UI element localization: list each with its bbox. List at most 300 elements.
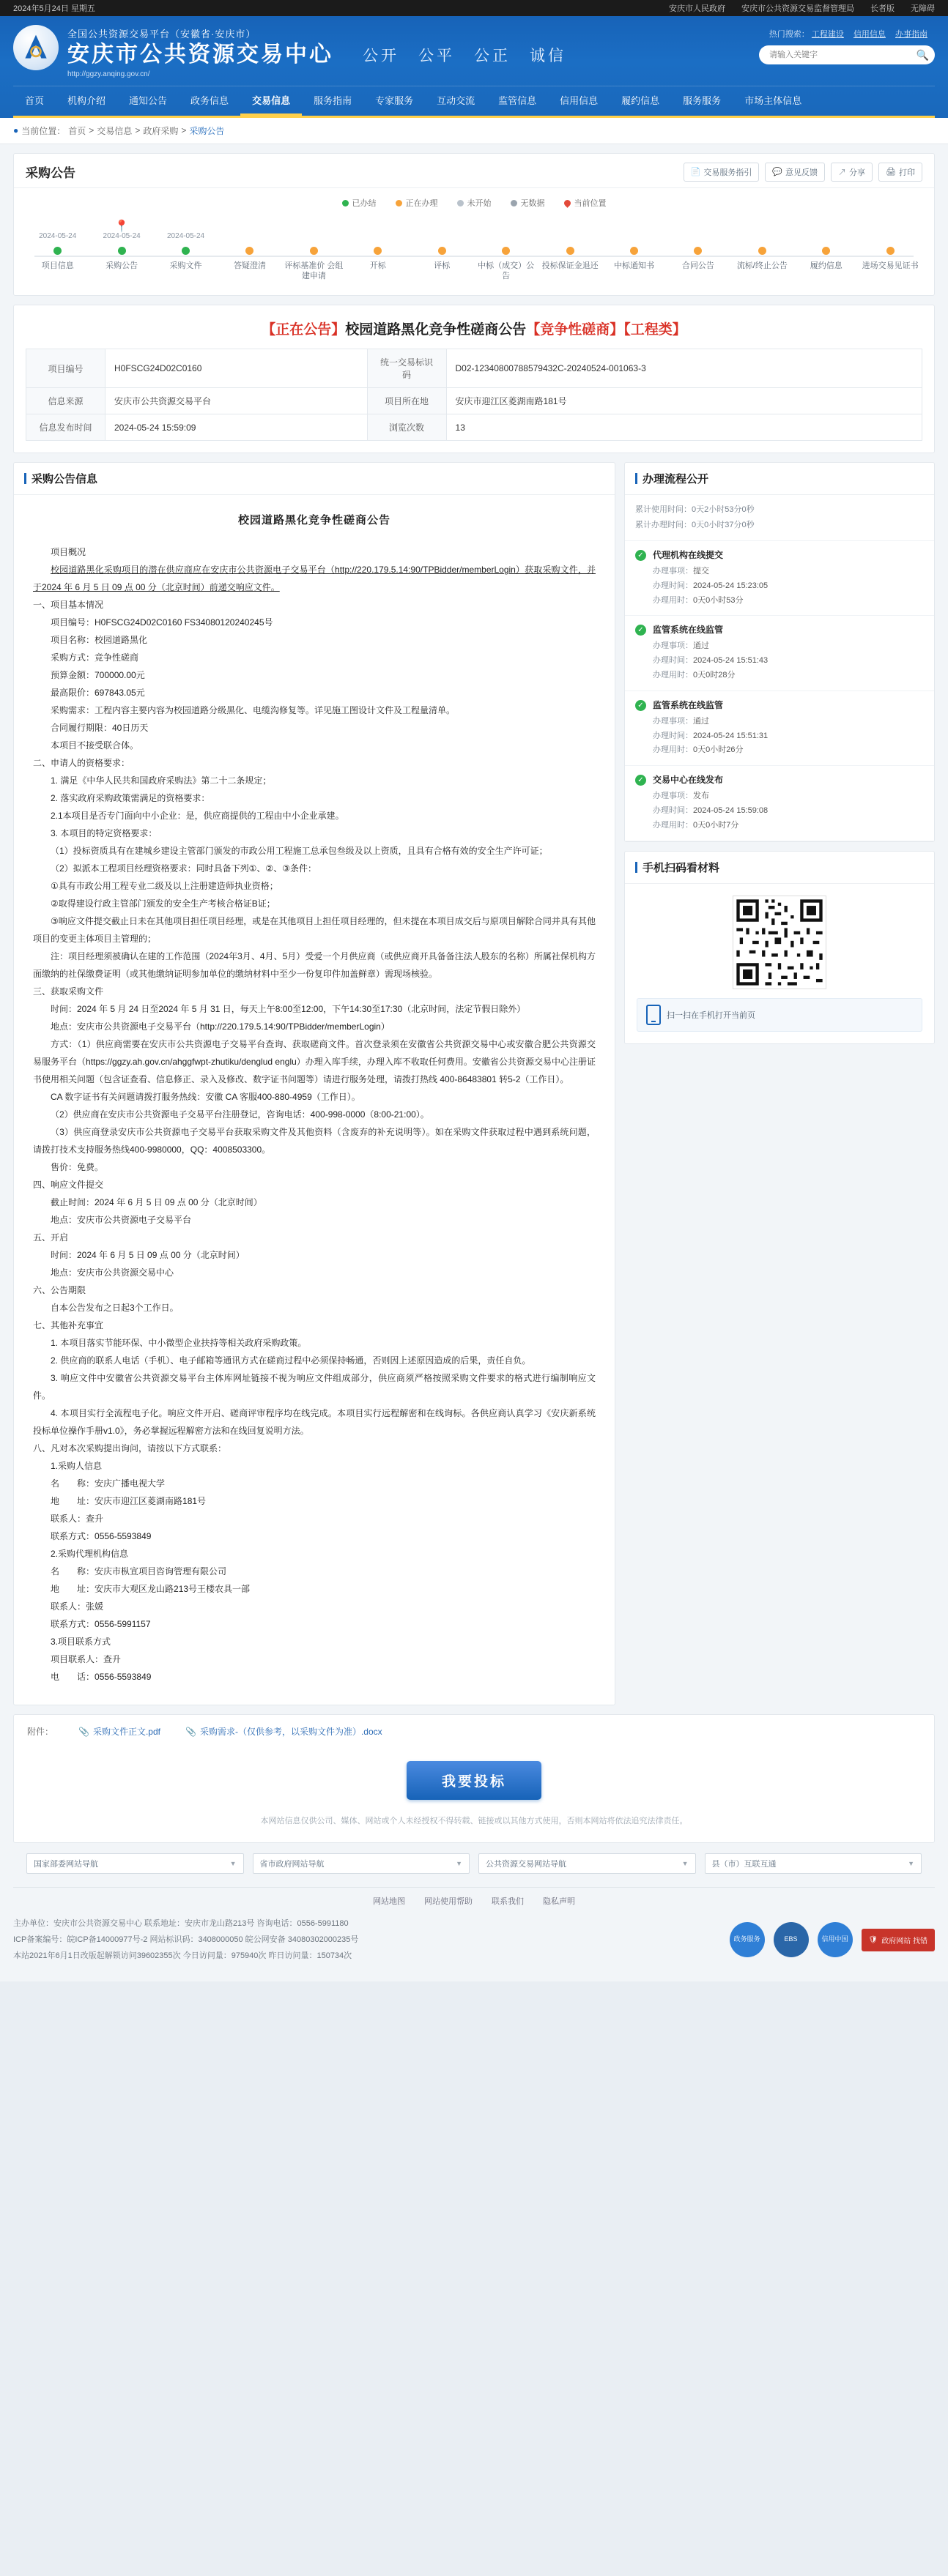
timeline-date-7	[474, 232, 538, 242]
section1-title: 一、项目基本情况	[33, 600, 104, 611]
contact-1-val-1: 安庆市大观区龙山路213号王楼农具一部	[95, 1584, 251, 1595]
guide-label: 交易服务指引	[703, 168, 752, 177]
timeline-date-2: 2024-05-24	[166, 231, 205, 240]
contact-1-key-3: 联系方式：	[51, 1619, 95, 1630]
qr-panel-header	[625, 852, 934, 884]
process-public-panel	[624, 462, 935, 841]
section3-line-2: 方式：（1）供应商需要在安庆市公共资源电子交易平台查询、获取磋商文件。首次登录须在安徽省公共资源交易中心或安徽合肥公共资源交易服务平台（https://ggzy.ah.gov.cn/ahggfwpt-zhutiku/denglud englu）办理入库手续，办理入库不收取任何费用。安徽省公共资源交易中心注册证书使用相关问题（包含证查看、信息修正、录入及修改、数字证书问题等）请进行服务处理，请拨打热线 400-86483801 转5-2（工作日）。	[33, 1039, 596, 1085]
select-county[interactable]	[705, 1853, 922, 1874]
flow-step-0	[625, 541, 934, 616]
police-badge-label: 政府网站 找错	[881, 1937, 927, 1946]
nav-item-6[interactable]: 专家服务	[375, 94, 414, 106]
current-date: 2024年5月24日 星期五	[13, 4, 95, 13]
timeline-step-7[interactable]	[474, 232, 538, 283]
cumulative-use	[635, 502, 924, 518]
contact-0-key-0: 名 称：	[51, 1478, 95, 1489]
qr-panel	[624, 851, 935, 1044]
flow-0-v1: 提交	[693, 567, 709, 576]
timeline-label-1: 采购公告	[105, 261, 138, 270]
hot-link-2[interactable]: 办事指南	[895, 30, 927, 39]
cumulative-handle-label: 累计办理时间：	[635, 521, 692, 530]
guide-button[interactable]	[684, 163, 760, 182]
timeline-label-2: 采购文件	[169, 261, 202, 270]
flow-step-2-details	[653, 715, 924, 758]
contact-1-key-2: 联系人：	[51, 1601, 86, 1612]
attachment-name-0: 采购文件正文.pdf	[92, 1727, 160, 1738]
select-national[interactable]	[26, 1853, 244, 1874]
nav-item-1[interactable]: 机构介绍	[67, 94, 106, 106]
section7-title: 七、其他补充事宜	[33, 1320, 104, 1331]
footer-link-3[interactable]: 隐私声明	[543, 1897, 575, 1907]
section2-line-0: 1. 满足《中华人民共和国政府采购法》第二十二条规定；	[51, 775, 272, 786]
site-header	[0, 16, 948, 118]
section2-line-6: ①具有市政公用工程专业二级及以上注册建造师执业资格；	[51, 881, 278, 892]
search-box[interactable]	[759, 45, 935, 64]
cumulative-times	[625, 495, 934, 541]
timeline-items	[26, 220, 922, 283]
print-button[interactable]	[878, 163, 922, 182]
section6-line-0: 自本公告发布之日起3个工作日。	[51, 1303, 179, 1314]
breadcrumb-sep-2: >	[181, 125, 187, 136]
slogan-0: 公开	[363, 48, 399, 64]
breadcrumb-item-2[interactable]: 政府采购	[143, 125, 179, 136]
purchase-info-title: 采购公告信息	[32, 473, 98, 486]
flow-3-k3: 办理用时：	[653, 820, 693, 830]
flow-2-v1: 通过	[693, 716, 709, 726]
contact-group-2-head: 3.项目联系方式	[51, 1637, 111, 1648]
process-public-title: 办理流程公开	[643, 473, 709, 486]
site-name: 安庆市公共资源交易中心	[67, 42, 333, 67]
search-input[interactable]	[768, 50, 916, 60]
flow-0-v3: 0天0小时53分	[693, 595, 744, 605]
overview-label: 项目概况	[51, 547, 86, 558]
timeline-dot-13	[886, 247, 895, 255]
flow-2-k2: 办理时间：	[653, 731, 693, 740]
hot-link-0[interactable]: 工程建设	[811, 30, 844, 39]
section3-line-4: （2）供应商在安庆市公共资源电子交易平台注册登记，咨询电话：400-998-0000（8:00-21:00）。	[51, 1109, 429, 1120]
section5-title: 五、开启	[33, 1232, 69, 1243]
breadcrumb-item-1[interactable]: 交易信息	[97, 125, 133, 136]
nav-item-5[interactable]: 服务指南	[314, 94, 352, 106]
nav-item-9[interactable]: 信用信息	[560, 94, 599, 106]
field-key-1: 信息来源	[26, 388, 105, 414]
share-button[interactable]	[831, 163, 873, 182]
contact-1-val-2: 张媛	[86, 1601, 104, 1612]
qr-note-text: 扫一扫在手机打开当前页	[667, 1010, 755, 1020]
nav-item-4[interactable]: 交易信息	[240, 86, 302, 116]
top-link-3[interactable]: 无障碍	[911, 4, 935, 13]
section2-line-3: 3. 本项目的特定资格要求：	[51, 828, 158, 839]
attachment-link-1[interactable]	[185, 1725, 382, 1738]
legend-done-label: 已办结	[352, 198, 377, 208]
flow-step-2	[625, 691, 934, 766]
section8-title: 八、凡对本次采购提出询问，请按以下方式联系：	[33, 1443, 227, 1454]
flow-step-1-details	[653, 639, 924, 682]
main-nav	[13, 86, 935, 116]
project-info-table	[26, 349, 922, 441]
contact-0-row-1	[33, 1492, 596, 1510]
section3-line-6: 售价：免费。	[51, 1162, 104, 1173]
contact-2-key-1: 电 话：	[51, 1672, 95, 1683]
flow-0-k3: 办理用时：	[653, 595, 693, 605]
breadcrumb-prefix: 当前位置：	[21, 125, 66, 136]
contact-1-key-0: 名 称：	[51, 1566, 95, 1577]
cumulative-use-value: 0天2小时53分0秒	[692, 505, 755, 515]
nav-item-11[interactable]: 服务服务	[683, 94, 722, 106]
timeline-dot-8	[566, 247, 574, 255]
credit-badge[interactable]: 信用中国	[818, 1922, 853, 1957]
legend-current-label: 当前位置	[574, 198, 607, 208]
top-link-2[interactable]: 长者版	[870, 4, 895, 13]
flow-3-k2: 办理时间：	[653, 806, 693, 816]
timeline-dot-10	[694, 247, 702, 255]
timeline-date-8	[538, 232, 601, 242]
flow-2-v3: 0天0小时26分	[693, 745, 744, 755]
section3-line-0: 时间：2024 年 5 月 24 日至2024 年 5 月 31 日，每天上午8:00至12:00，下午14:30至17:30（北京时间，法定节假日除外）	[51, 1004, 526, 1015]
purchase-info-panel	[13, 462, 615, 1705]
site-url: http://ggzy.anqing.gov.cn/	[67, 70, 150, 78]
accent-bar	[635, 473, 637, 484]
nav-item-7[interactable]: 互动交流	[437, 94, 475, 106]
field-value-0b: D02-12340800788579432C-20240524-001063-3	[446, 349, 922, 388]
ebs-badge[interactable]: EBS	[774, 1922, 809, 1957]
timeline-dot-4	[310, 247, 318, 255]
timeline-label-3: 答疑澄清	[233, 261, 266, 270]
flow-2-v2: 2024-05-24 15:51:31	[693, 731, 769, 740]
timeline-dot-0	[53, 247, 62, 255]
footer-badges	[730, 1922, 935, 1957]
footer-links	[13, 1887, 935, 1916]
header-search-area	[759, 25, 935, 64]
breadcrumb-sep-1: >	[135, 125, 141, 136]
timeline-label-7: 中标（成交）公告	[478, 261, 535, 281]
timeline-dot-6	[438, 247, 446, 255]
contact-1-row-0	[33, 1563, 596, 1580]
flow-step-1	[625, 616, 934, 690]
document-title: 校园道路黑化竞争性磋商公告	[237, 514, 390, 527]
breadcrumb-item-3[interactable]: 采购公告	[189, 125, 225, 136]
breadcrumb	[0, 118, 948, 144]
section1-line-3: 预算金额：700000.00元	[51, 670, 145, 681]
contact-2-row-1	[33, 1668, 596, 1686]
timeline-label-5: 开标	[369, 261, 386, 270]
legend-todo	[457, 197, 492, 209]
process-card	[13, 153, 935, 297]
announcement-tags: 【竞争性磋商】【工程类】	[526, 322, 686, 338]
share-label: 分享	[849, 168, 866, 177]
contact-0-val-2: 查升	[86, 1514, 104, 1525]
timeline-step-9[interactable]	[602, 232, 666, 283]
contact-2-val-0: 查升	[103, 1654, 122, 1665]
timeline-step-6[interactable]	[410, 232, 474, 283]
flow-step-0-name: 代理机构在线提交	[653, 550, 724, 561]
site-navigation-selects	[13, 1843, 935, 1877]
nav-item-8[interactable]: 监管信息	[498, 94, 537, 106]
process-public-header	[625, 463, 934, 495]
doc-icon: 📄	[690, 168, 701, 177]
section1-line-0: 项目编号：H0FSCG24D02C0160 FS34080120240245号	[51, 617, 273, 628]
section5-line-0: 时间：2024 年 6 月 5 日 09 点 00 分（北京时间）	[51, 1250, 245, 1261]
footer-link-1[interactable]: 网站使用帮助	[424, 1897, 473, 1907]
contact-1-val-0: 安庆市枞宣项目咨询管理有限公司	[95, 1566, 227, 1577]
disclaimer: 本网站信息仅供公司、媒体、网站或个人未经授权不得转载、链接或以其他方式使用，否则本网站将依法追究法律责任。	[260, 1817, 688, 1826]
chevron-down-icon: ▼	[456, 1860, 462, 1868]
pdf-icon: 📎	[78, 1726, 89, 1737]
flow-0-k2: 办理时间：	[653, 581, 693, 590]
timeline-step-12[interactable]	[794, 232, 858, 283]
section2-title: 二、申请人的资格要求：	[33, 758, 130, 769]
timeline-date-5	[346, 232, 410, 242]
top-utility-bar	[0, 0, 948, 16]
timeline-label-13: 进场交易见证书	[862, 261, 919, 270]
attachment-link-0[interactable]	[78, 1725, 160, 1738]
table-row	[26, 388, 922, 414]
contact-1-row-3	[33, 1615, 596, 1633]
top-link-0[interactable]: 安庆市人民政府	[669, 4, 725, 13]
timeline-step-11[interactable]	[730, 232, 794, 283]
section1-line-5: 采购需求：工程内容主要内容为校园道路分级黑化、电缆沟修复等。详见施工图设计文件及工程量清单。	[51, 705, 456, 716]
contact-1-val-3: 0556-5991157	[95, 1619, 151, 1630]
timeline-label-4: 评标基准价 会组建申请	[284, 261, 344, 281]
docx-icon: 📎	[185, 1726, 196, 1737]
section3-line-3: CA 数字证书有关问题请拨打服务热线：安徽 CA 客服400-880-4959（工作日）。	[51, 1092, 360, 1103]
field-value-1b: 安庆市迎江区菱湖南路181号	[446, 388, 922, 414]
timeline-date-3	[218, 232, 281, 242]
section2-line-2: 2.1本项目是否专门面向中小企业：是，供应商提供的工程由中小企业承建。	[51, 811, 344, 822]
section3-title: 三、获取采购文件	[33, 986, 104, 997]
section2-line-4: （1）投标资质具有在建城乡建设主管部门颁发的市政公用工程施工总承包叁级及以上资质，且具有合格有效的安全生产许可证；	[51, 846, 548, 857]
timeline-step-8[interactable]	[538, 232, 601, 283]
check-icon: ✓	[635, 550, 646, 561]
legend-nodata	[511, 197, 545, 209]
flow-1-v1: 通过	[693, 641, 709, 651]
field-key-1b: 项目所在地	[367, 388, 446, 414]
police-badge[interactable]	[862, 1929, 935, 1951]
timeline-step-0[interactable]	[26, 232, 89, 283]
breadcrumb-item-0[interactable]: 首页	[68, 125, 86, 136]
print-label: 打印	[899, 168, 915, 177]
current-position-icon: 📍	[114, 220, 130, 233]
flow-3-v2: 2024-05-24 15:59:08	[693, 806, 769, 816]
hot-link-1[interactable]: 信用信息	[853, 30, 886, 39]
announcement-card	[13, 305, 935, 453]
section1-line-2: 采购方式：竞争性磋商	[51, 652, 139, 663]
search-icon[interactable]: 🔍	[916, 48, 929, 61]
process-timeline	[14, 213, 934, 296]
timeline-dot-7	[502, 247, 510, 255]
section1-line-7: 本项目不接受联合体。	[51, 740, 139, 751]
content-wrap	[0, 144, 948, 1877]
cumulative-handle	[635, 518, 924, 533]
field-value-0: H0FSCG24D02C0160	[105, 349, 368, 388]
field-key-0: 项目编号	[26, 349, 105, 388]
contact-1-row-2	[33, 1598, 596, 1615]
hot-search-label: 热门搜索：	[769, 30, 810, 39]
share-icon: ↗	[838, 168, 847, 177]
timeline-dot-2	[182, 247, 190, 255]
section3-line-1: 地点：安庆市公共资源电子交易平台（http://220.179.5.14:90/TPBidder/memberLogin）	[51, 1021, 390, 1032]
purchase-info-header	[14, 463, 615, 495]
footer-link-2[interactable]: 联系我们	[492, 1897, 524, 1907]
flow-1-k3: 办理用时：	[653, 671, 693, 680]
section1-line-1: 项目名称：校园道路黑化	[51, 635, 148, 646]
contact-group-0-head: 1.采购人信息	[51, 1461, 103, 1472]
timeline-step-10[interactable]	[666, 232, 730, 283]
chevron-down-icon: ▼	[229, 1860, 237, 1868]
flow-step-2-name: 监管系统在线监管	[653, 699, 724, 710]
timeline-step-3[interactable]	[218, 232, 281, 283]
section1-line-4: 最高限价：697843.05元	[51, 688, 145, 699]
cumulative-handle-value: 0天0小时37分0秒	[692, 521, 755, 530]
flow-step-3-name: 交易中心在线发布	[653, 775, 724, 786]
timeline-date-9	[602, 232, 666, 242]
field-value-2b: 13	[446, 414, 922, 441]
attachment-name-1: 采购需求-（仅供参考，以采购文件为准）.docx	[199, 1727, 382, 1738]
flow-step-1-name: 监管系统在线监管	[653, 625, 724, 636]
check-icon: ✓	[635, 700, 646, 711]
accent-bar	[635, 862, 637, 873]
section1-line-6: 合同履行期限：40日历天	[51, 723, 149, 734]
feedback-button[interactable]	[765, 163, 825, 182]
top-links	[669, 2, 935, 14]
table-row	[26, 349, 922, 388]
timeline-step-4[interactable]	[282, 232, 346, 283]
flow-1-k2: 办理时间：	[653, 656, 693, 666]
flow-1-v2: 2024-05-24 15:51:43	[693, 656, 769, 666]
select-ggzy[interactable]	[478, 1853, 696, 1874]
footer-text	[13, 1916, 716, 1964]
table-row	[26, 414, 922, 441]
field-key-2b: 浏览次数	[367, 414, 446, 441]
timeline-label-11: 流标/终止公告	[736, 261, 788, 270]
nav-item-0[interactable]: 首页	[25, 94, 45, 106]
legend-current	[564, 197, 607, 209]
bid-button[interactable]: 我要投标	[407, 1761, 541, 1800]
section2-line-7: ②取得建设行政主管部门颁发的安全生产考核合格证B证；	[51, 898, 275, 909]
flow-2-k1: 办理事项：	[653, 716, 693, 726]
timeline-date-1: 2024-05-24	[103, 231, 141, 240]
timeline-step-5[interactable]	[346, 232, 410, 283]
platform-line: 全国公共资源交易平台（安徽省·安庆市）	[67, 29, 256, 40]
flow-2-k3: 办理用时：	[653, 745, 693, 755]
qr-code-icon	[733, 896, 826, 989]
nav-item-3[interactable]: 政务信息	[190, 94, 229, 106]
field-key-2: 信息发布时间	[26, 414, 105, 441]
flow-step-3	[625, 766, 934, 841]
section4-line-0: 截止时间：2024 年 6 月 5 日 09 点 00 分（北京时间）	[51, 1197, 262, 1208]
timeline-label-0: 项目信息	[41, 261, 74, 270]
announcement-document	[14, 495, 615, 1705]
timeline-dot-12	[822, 247, 830, 255]
section5-line-1: 地点：安庆市公共资源交易中心	[51, 1267, 174, 1278]
timeline-dot-5	[374, 247, 382, 255]
side-column	[624, 462, 935, 1043]
site-title-block	[67, 25, 333, 78]
section6-title: 六、公告期限	[33, 1285, 86, 1296]
section7-line-2: 3. 响应文件中安徽省公共资源交易平台主体库网址链接不视为响应文件组成部分，供应商须严格按照采购文件要求的格式进行编制响应文件。	[33, 1373, 596, 1401]
timeline-date-4	[282, 232, 346, 242]
contact-1-key-1: 地 址：	[51, 1584, 95, 1595]
section3-line-5: （3）供应商登录安庆市公共资源电子交易平台获取采购文件及其他资料（含废弃的补充说明等）。如在采购文件获取过程中遇到系统问题，请拨打技术支持服务热线400-9980000，QQ：4008503300。	[33, 1127, 596, 1155]
section4-title: 四、响应文件提交	[33, 1180, 104, 1191]
site-logo-icon	[13, 25, 59, 70]
contact-0-row-0	[33, 1475, 596, 1492]
nav-item-10[interactable]: 履约信息	[621, 94, 660, 106]
nav-item-2[interactable]: 通知公告	[129, 94, 168, 106]
nav-item-12[interactable]: 市场主体信息	[744, 94, 802, 106]
timeline-label-12: 履约信息	[810, 261, 843, 270]
gov-service-badge[interactable]: 政务服务	[730, 1922, 765, 1957]
timeline-step-2[interactable]	[154, 232, 218, 283]
accent-bar	[24, 473, 26, 484]
location-pin-icon: ●	[13, 125, 19, 136]
field-value-2: 2024-05-24 15:59:09	[105, 414, 368, 441]
section4-line-1: 地点：安庆市公共资源电子交易平台	[51, 1215, 192, 1226]
flow-3-k1: 办理事项：	[653, 792, 693, 801]
contact-2-row-0	[33, 1650, 596, 1668]
feedback-label: 意见反馈	[785, 168, 818, 177]
timeline-label-10: 合同公告	[681, 261, 714, 270]
breadcrumb-sep-0: >	[89, 125, 95, 136]
slogan	[363, 25, 566, 66]
top-link-1[interactable]: 安庆市公共资源交易监督管理局	[741, 4, 854, 13]
attachments	[14, 1715, 934, 1748]
timeline-step-1[interactable]	[89, 220, 153, 283]
contact-0-row-2	[33, 1510, 596, 1527]
print-icon: 🖨	[886, 168, 896, 177]
attachments-label: 附件：	[27, 1727, 54, 1738]
slogan-1: 公平	[418, 48, 455, 64]
legend-doing	[396, 197, 438, 209]
nav-underline	[13, 116, 935, 118]
contact-0-key-3: 联系方式：	[51, 1531, 95, 1542]
check-icon: ✓	[635, 625, 646, 636]
timeline-step-13[interactable]	[858, 232, 922, 283]
contact-0-key-1: 地 址：	[51, 1496, 95, 1507]
select-ggzy-label: 公共资源交易网站导航	[486, 1860, 566, 1869]
main-column	[13, 462, 615, 1705]
timeline-date-10	[666, 232, 730, 242]
section7-line-3: 4. 本项目实行全流程电子化。响应文件开启、磋商评审程序均在线完成。本项目实行远程解密和在线询标。各供应商认真学习《安庆新系统投标单位操作手册v1.0》，务必掌握远程解密方法和在线回复说明方法。	[33, 1408, 596, 1437]
hot-search	[759, 28, 935, 40]
section7-line-1: 2. 供应商的联系人电话（手机）、电子邮箱等通讯方式在磋商过程中必须保持畅通，否则因上述原因造成的后果，责任自负。	[51, 1355, 531, 1366]
legend-done	[342, 197, 377, 209]
field-key-0b: 统一交易标识码	[367, 349, 446, 388]
section7-line-0: 1. 本项目落实节能环保、中小微型企业扶持等相关政府采购政策。	[51, 1338, 307, 1349]
select-county-label: 县（市）互联互通	[711, 1860, 777, 1869]
announcement-title	[14, 305, 934, 349]
flow-3-v3: 0天0小时7分	[693, 820, 739, 830]
section2-line-8: ③响应文件提交截止日未在其他项目担任项目经理，或是在其他项目上担任项目经理的，但未提在本项目成交后与原项目解除合同并具有其他项目的变更主体项目主管理的；	[33, 916, 596, 945]
status-legend	[14, 188, 934, 213]
slogan-2: 公正	[474, 48, 511, 64]
legend-doing-label: 正在办理	[405, 198, 438, 208]
footer-link-0[interactable]: 网站地图	[373, 1897, 405, 1907]
contact-2-val-1: 0556-5593849	[95, 1672, 152, 1683]
chevron-down-icon: ▼	[908, 1860, 914, 1868]
qr-area	[625, 884, 934, 1043]
flow-step-3-details	[653, 789, 924, 833]
timeline-label-6: 评标	[434, 261, 451, 270]
select-national-label: 国家部委网站导航	[34, 1860, 98, 1869]
contact-0-key-2: 联系人：	[51, 1514, 86, 1525]
select-province[interactable]	[253, 1853, 470, 1874]
content-columns	[13, 462, 935, 1705]
contact-group-1-head: 2.采购代理机构信息	[51, 1549, 129, 1560]
select-province-label: 省市政府网站导航	[259, 1860, 325, 1869]
page-title: 采购公告	[26, 166, 75, 181]
footer-line-1: ICP备案编号：皖ICP备14000977号-2 网站标识码：3408000050 皖公网安备 34080302000235号	[13, 1935, 359, 1945]
